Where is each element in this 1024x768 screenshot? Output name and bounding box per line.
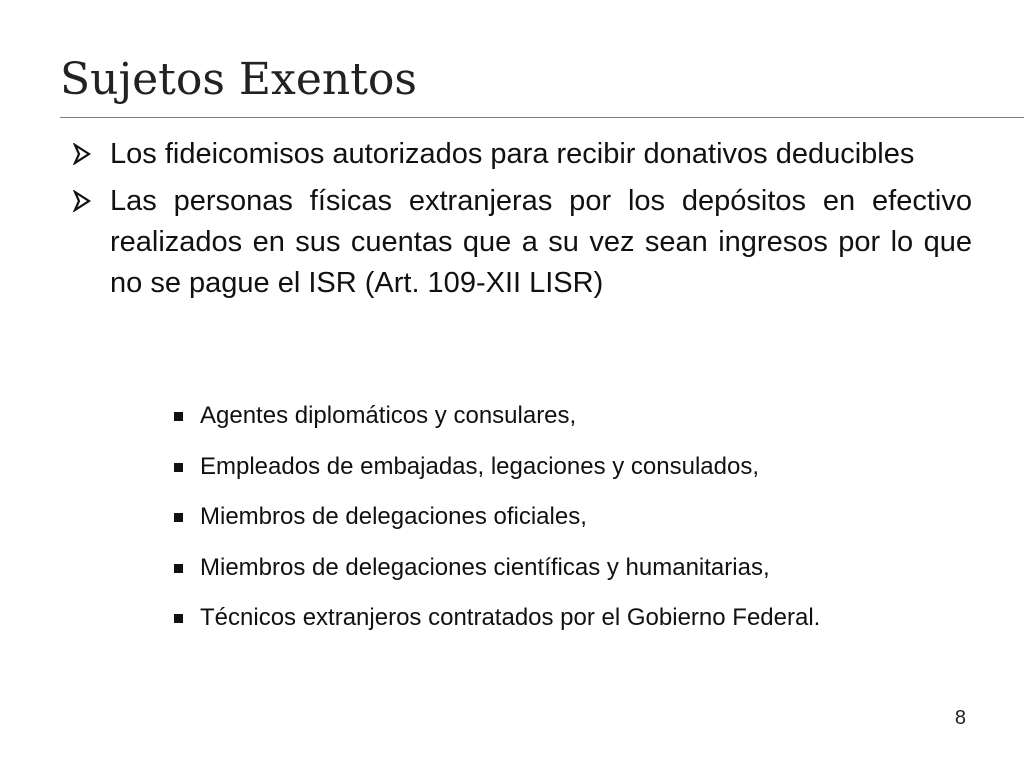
title-divider [60, 117, 1024, 118]
main-bullet-list [72, 134, 972, 310]
bullet-item [72, 134, 972, 175]
square-bullet-icon [174, 614, 183, 623]
square-bullet-icon [174, 463, 183, 472]
sub-bullet-text: Miembros de delegaciones oficiales, [200, 503, 587, 530]
sub-bullet-item [170, 497, 970, 537]
slide-title: Sujetos Exentos [60, 54, 417, 105]
square-bullet-icon [174, 564, 183, 573]
sub-bullet-item [170, 598, 970, 638]
sub-bullet-item [170, 396, 970, 436]
sub-bullet-text: Agentes diplomáticos y consulares, [200, 402, 577, 429]
sub-bullet-item [170, 548, 970, 588]
square-bullet-icon [174, 412, 183, 421]
arrow-bullet-icon [72, 134, 98, 175]
sub-bullet-item [170, 447, 970, 487]
bullet-text: Las personas físicas extranjeras por los depósitos en efectivo realizados en sus cuentas que a su vez sean ingresos por lo que no se pague el ISR (Art. 109-XII LISR) [110, 185, 972, 299]
sub-bullet-text: Técnicos extranjeros contratados por el Gobierno Federal. [200, 604, 821, 631]
sub-bullet-text: Miembros de delegaciones científicas y humanitarias, [200, 553, 770, 581]
sub-bullet-text: Empleados de embajadas, legaciones y consulados, [200, 452, 760, 480]
arrow-bullet-icon [72, 181, 98, 222]
square-bullet-icon [174, 513, 183, 522]
bullet-item [72, 181, 972, 304]
page-number: 8 [954, 707, 966, 729]
sub-bullet-list [170, 396, 970, 649]
bullet-text: Los fideicomisos autorizados para recibir donativos deducibles [110, 138, 915, 170]
